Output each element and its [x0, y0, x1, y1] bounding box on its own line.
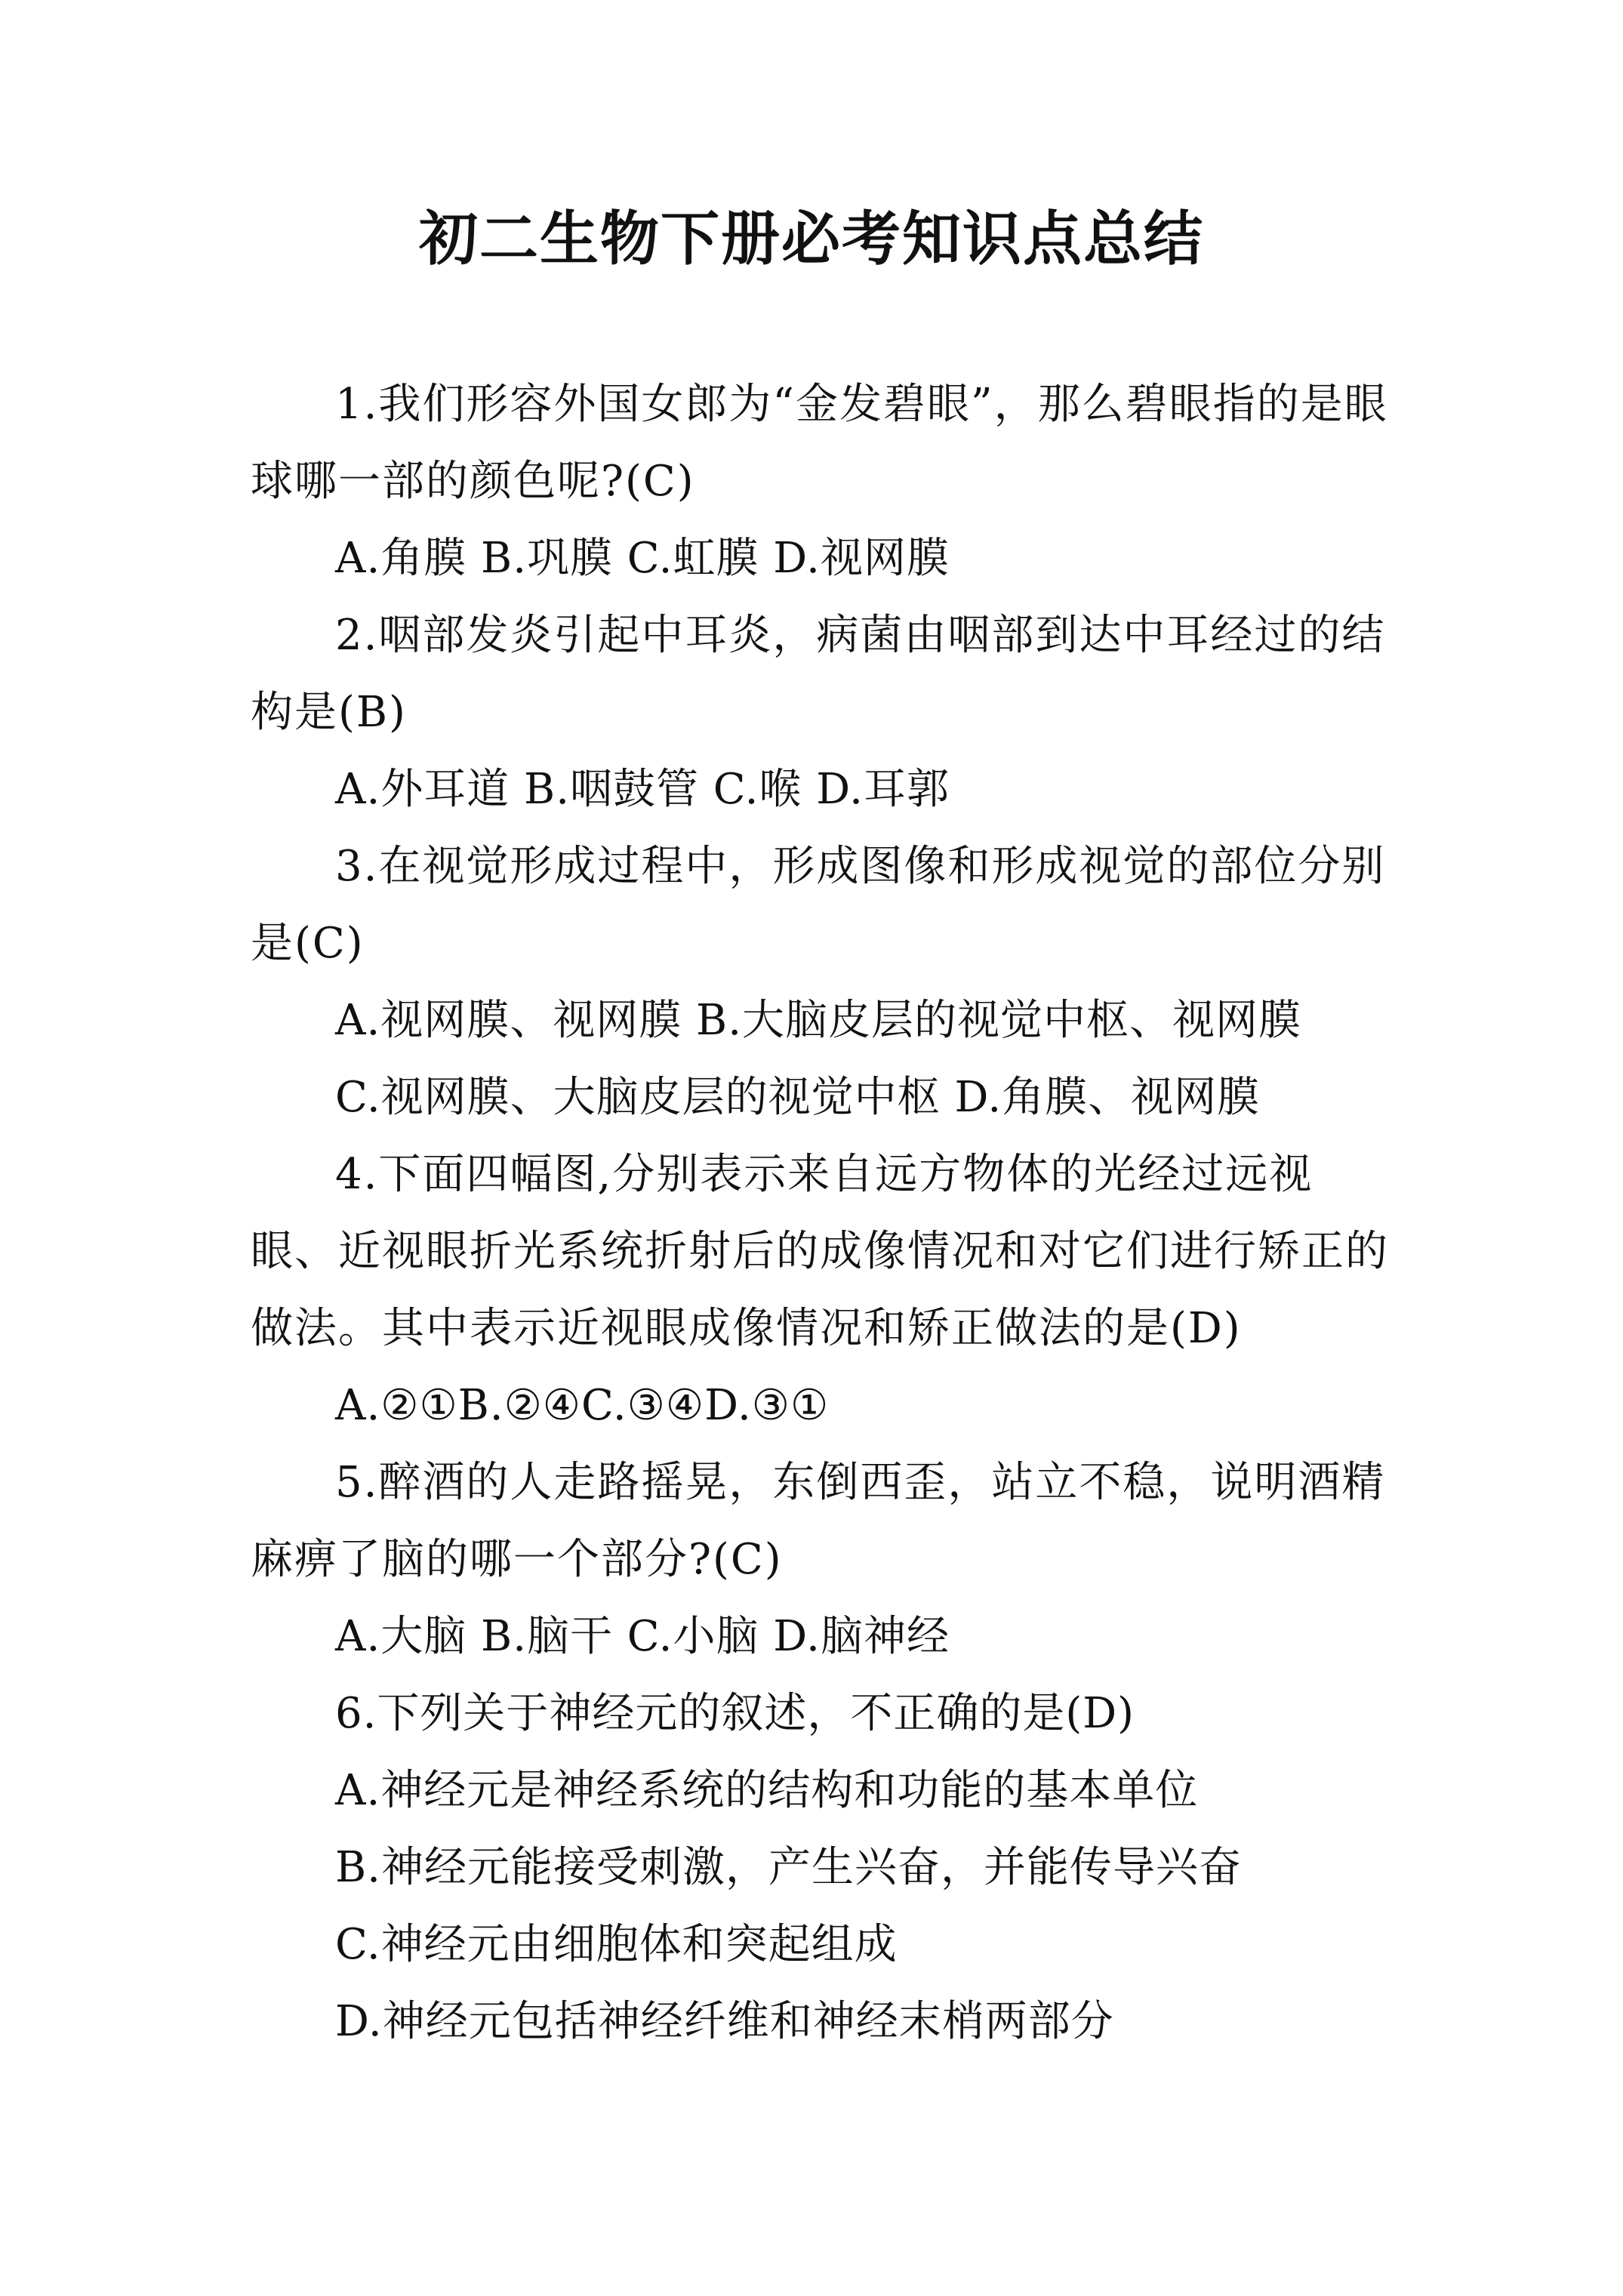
document-body	[251, 366, 1398, 2060]
question-4: 4.下面四幅图,分别表示来自远方物体的光经过远视眼、近视眼折光系统折射后的成像情况和对它们进行矫正的做法。其中表示近视眼成像情况和矫正做法的是(D)	[251, 1150, 1389, 1353]
question-2-options: A.外耳道 B.咽鼓管 C.喉 D.耳郭	[335, 765, 950, 814]
question-3-options-cd: C.视网膜、大脑皮层的视觉中枢 D.角膜、视网膜	[335, 1073, 1261, 1122]
question-5-options: A.大脑 B.脑干 C.小脑 D.脑神经	[335, 1612, 950, 1661]
question-1-options: A.角膜 B.巩膜 C.虹膜 D.视网膜	[335, 534, 950, 583]
question-5: 5.醉酒的人走路摇晃，东倒西歪，站立不稳，说明酒精麻痹了脑的哪一个部分?(C)	[251, 1458, 1386, 1584]
question-6-option-d: D.神经元包括神经纤维和神经末梢两部分	[335, 1997, 1114, 2046]
question-6: 6.下列关于神经元的叙述，不正确的是(D)	[335, 1689, 1135, 1738]
question-2: 2.咽部发炎引起中耳炎，病菌由咽部到达中耳经过的结构是(B)	[251, 611, 1386, 737]
document-title: 初二生物下册必考知识点总结	[418, 205, 1204, 273]
question-1: 1.我们形容外国女郎为“金发碧眼”，那么碧眼指的是眼球哪一部的颜色呢?(C)	[251, 380, 1388, 506]
question-6-option-c: C.神经元由细胞体和突起组成	[335, 1920, 898, 1969]
question-6-option-b: B.神经元能接受刺激，产生兴奋，并能传导兴奋	[335, 1843, 1242, 1892]
question-6-option-a: A.神经元是神经系统的结构和功能的基本单位	[335, 1766, 1199, 1815]
question-3: 3.在视觉形成过程中，形成图像和形成视觉的部位分别是(C)	[251, 842, 1386, 968]
question-4-options: A.②①B.②④C.③④D.③①	[335, 1381, 830, 1430]
question-3-options-ab: A.视网膜、视网膜 B.大脑皮层的视觉中枢、视网膜	[335, 996, 1301, 1045]
